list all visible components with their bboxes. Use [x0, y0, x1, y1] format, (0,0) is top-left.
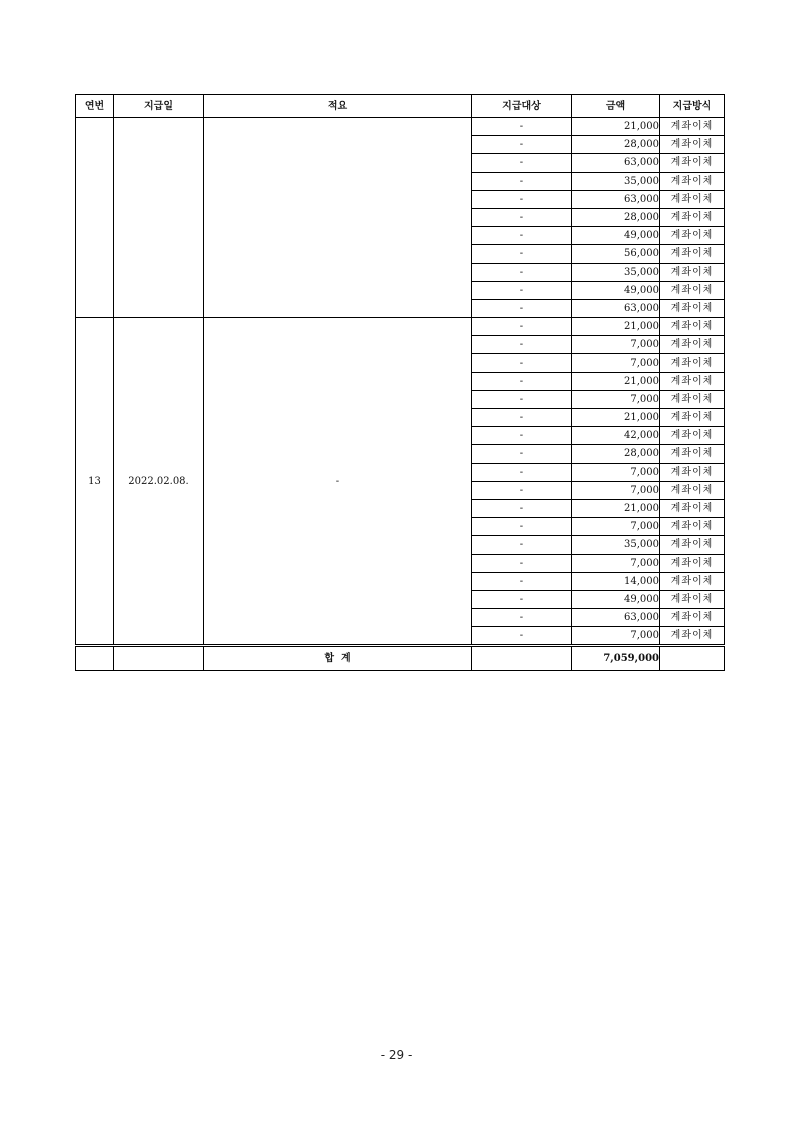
target-cell: - — [472, 481, 572, 499]
total-amount: 7,059,000 — [572, 646, 660, 671]
amount-cell: 35,000 — [572, 263, 660, 281]
total-label: 합 계 — [204, 646, 472, 671]
total-row — [76, 646, 725, 671]
target-cell: - — [472, 336, 572, 354]
method-cell: 계좌이체 — [660, 481, 725, 499]
header-date: 지급일 — [114, 95, 204, 118]
amount-cell: 21,000 — [572, 409, 660, 427]
target-cell: - — [472, 427, 572, 445]
amount-cell: 28,000 — [572, 136, 660, 154]
method-cell: 계좌이체 — [660, 518, 725, 536]
method-cell: 계좌이체 — [660, 536, 725, 554]
amount-cell: 7,000 — [572, 354, 660, 372]
method-cell: 계좌이체 — [660, 118, 725, 136]
target-cell: - — [472, 172, 572, 190]
method-cell: 계좌이체 — [660, 190, 725, 208]
amount-cell: 21,000 — [572, 318, 660, 336]
amount-cell: 49,000 — [572, 590, 660, 608]
target-cell: - — [472, 554, 572, 572]
target-cell: - — [472, 299, 572, 317]
target-cell: - — [472, 572, 572, 590]
amount-cell: 7,000 — [572, 518, 660, 536]
method-cell: 계좌이체 — [660, 627, 725, 646]
target-cell: - — [472, 190, 572, 208]
method-cell: 계좌이체 — [660, 609, 725, 627]
amount-cell: 7,000 — [572, 390, 660, 408]
amount-cell: 63,000 — [572, 190, 660, 208]
row-date — [114, 118, 204, 318]
target-cell: - — [472, 372, 572, 390]
amount-cell: 7,000 — [572, 463, 660, 481]
row-summary — [204, 118, 472, 318]
ledger-body — [76, 118, 725, 646]
target-cell: - — [472, 208, 572, 226]
amount-cell: 63,000 — [572, 299, 660, 317]
target-cell: - — [472, 590, 572, 608]
target-cell: - — [472, 318, 572, 336]
target-cell: - — [472, 536, 572, 554]
target-cell: - — [472, 609, 572, 627]
amount-cell: 7,000 — [572, 336, 660, 354]
row-no: 13 — [76, 318, 114, 646]
method-cell: 계좌이체 — [660, 427, 725, 445]
target-cell: - — [472, 227, 572, 245]
method-cell: 계좌이체 — [660, 172, 725, 190]
target-cell: - — [472, 154, 572, 172]
amount-cell: 21,000 — [572, 499, 660, 517]
amount-cell: 35,000 — [572, 172, 660, 190]
row-summary: - — [204, 318, 472, 646]
payment-ledger-table — [75, 94, 725, 671]
target-cell: - — [472, 245, 572, 263]
row-date: 2022.02.08. — [114, 318, 204, 646]
total-no-cell — [76, 646, 114, 671]
method-cell: 계좌이체 — [660, 445, 725, 463]
method-cell: 계좌이체 — [660, 336, 725, 354]
amount-cell: 49,000 — [572, 281, 660, 299]
method-cell: 계좌이체 — [660, 245, 725, 263]
total-method-cell — [660, 646, 725, 671]
method-cell: 계좌이체 — [660, 499, 725, 517]
amount-cell: 21,000 — [572, 118, 660, 136]
method-cell: 계좌이체 — [660, 463, 725, 481]
method-cell: 계좌이체 — [660, 572, 725, 590]
method-cell: 계좌이체 — [660, 554, 725, 572]
method-cell: 계좌이체 — [660, 318, 725, 336]
amount-cell: 42,000 — [572, 427, 660, 445]
method-cell: 계좌이체 — [660, 299, 725, 317]
amount-cell: 63,000 — [572, 154, 660, 172]
amount-cell: 14,000 — [572, 572, 660, 590]
table-row — [76, 318, 725, 336]
amount-cell: 28,000 — [572, 445, 660, 463]
method-cell: 계좌이체 — [660, 372, 725, 390]
amount-cell: 63,000 — [572, 609, 660, 627]
header-target: 지급대상 — [472, 95, 572, 118]
target-cell: - — [472, 445, 572, 463]
header-no: 연번 — [76, 95, 114, 118]
header-summary: 적요 — [204, 95, 472, 118]
target-cell: - — [472, 499, 572, 517]
target-cell: - — [472, 409, 572, 427]
method-cell: 계좌이체 — [660, 590, 725, 608]
method-cell: 계좌이체 — [660, 136, 725, 154]
amount-cell: 49,000 — [572, 227, 660, 245]
method-cell: 계좌이체 — [660, 281, 725, 299]
total-date-cell — [114, 646, 204, 671]
method-cell: 계좌이체 — [660, 354, 725, 372]
target-cell: - — [472, 281, 572, 299]
target-cell: - — [472, 627, 572, 646]
target-cell: - — [472, 263, 572, 281]
amount-cell: 35,000 — [572, 536, 660, 554]
amount-cell: 28,000 — [572, 208, 660, 226]
amount-cell: 7,000 — [572, 627, 660, 646]
table-header-row — [76, 95, 725, 118]
amount-cell: 56,000 — [572, 245, 660, 263]
amount-cell: 7,000 — [572, 481, 660, 499]
method-cell: 계좌이체 — [660, 154, 725, 172]
target-cell: - — [472, 354, 572, 372]
target-cell: - — [472, 118, 572, 136]
target-cell: - — [472, 518, 572, 536]
amount-cell: 21,000 — [572, 372, 660, 390]
row-no — [76, 118, 114, 318]
header-amount: 금액 — [572, 95, 660, 118]
method-cell: 계좌이체 — [660, 227, 725, 245]
table-row — [76, 118, 725, 136]
method-cell: 계좌이체 — [660, 390, 725, 408]
page-number: - 29 - — [380, 1048, 413, 1062]
method-cell: 계좌이체 — [660, 409, 725, 427]
header-method: 지급방식 — [660, 95, 725, 118]
method-cell: 계좌이체 — [660, 208, 725, 226]
target-cell: - — [472, 463, 572, 481]
target-cell: - — [472, 136, 572, 154]
method-cell: 계좌이체 — [660, 263, 725, 281]
amount-cell: 7,000 — [572, 554, 660, 572]
target-cell: - — [472, 390, 572, 408]
total-target-cell — [472, 646, 572, 671]
